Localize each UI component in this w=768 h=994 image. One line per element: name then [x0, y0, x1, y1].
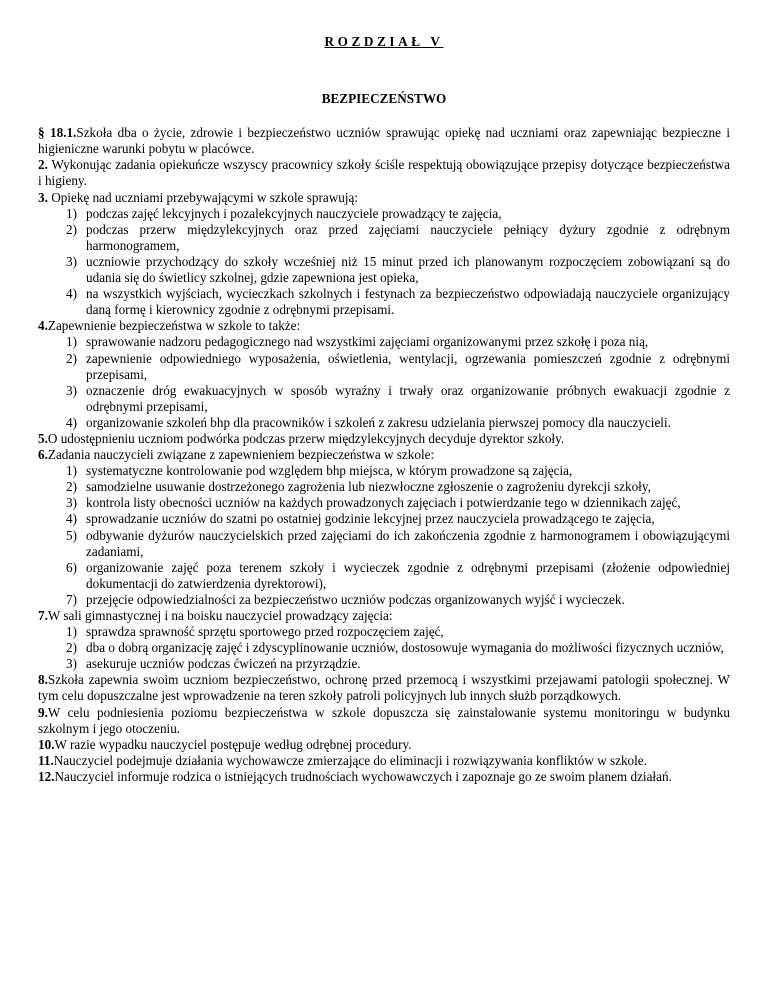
list-item: 2) zapewnienie odpowiedniego wyposażenia, oświetlenia, wentylacji, ogrzewania pomieszczeń zgodnie z odrębnymi przepisami, — [66, 350, 730, 382]
list-item: 2) podczas przerw międzylekcyjnych oraz przed zajęciami nauczyciele pełniący dyżury zgodnie z odrębnym harmonogramem, — [66, 221, 730, 253]
list-item: 1) podczas zajęć lekcyjnych i pozalekcyjnych nauczyciele prowadzący te zajęcia, — [66, 205, 502, 221]
paragraph-number: 3. — [38, 189, 48, 205]
paragraph-5: 5.O udostępnieniu uczniom podwórka podczas przerw międzylekcyjnych decyduje dyrektor szkoły. — [38, 430, 565, 446]
list-item: 1) sprawowanie nadzoru pedagogicznego nad wszystkimi zajęciami organizowanymi przez szkołę i poza nią, — [66, 334, 649, 350]
paragraph-7-list — [38, 624, 730, 672]
paragraph-number: 7. — [38, 608, 48, 623]
paragraph-4: 4.Zapewnienie bezpieczeństwa w szkole to także: — [38, 318, 301, 334]
paragraph-number: 8. — [38, 672, 48, 688]
paragraph-3: 3. Opiekę nad uczniami przebywającymi w szkole sprawują: — [38, 189, 359, 205]
paragraph-number: 9. — [38, 704, 48, 720]
list-item: 4) organizowanie szkoleń bhp dla pracowników i szkoleń z zakresu udzielania pierwszej pomocy dla nauczycieli. — [66, 414, 671, 430]
list-item: 1) systematyczne kontrolowanie pod względem bhp miejsca, w którym prowadzone są zajęcia, — [66, 463, 573, 479]
list-item: 3) kontrola listy obecności uczniów na każdych prowadzonych zajęciach i potwierdzanie tego w dziennikach zajęć, — [66, 495, 681, 511]
list-item: 2) samodzielne usuwanie dostrzeżonego zagrożenia lub niezwłoczne zgłoszenie o zagrożeniu dyrekcji szkoły, — [66, 479, 651, 495]
list-item: 1) sprawdza sprawność sprzętu sportowego przed rozpoczęciem zajęć, — [66, 624, 444, 640]
paragraph-9: 9.W celu podniesienia poziomu bezpieczeństwa w szkole dopuszcza się zainstalowanie systemu monitoringu w budynku szkolnym i jego otoczeniu. — [38, 704, 730, 736]
paragraph-10: 10.W razie wypadku nauczyciel postępuje według odrębnej procedury. — [38, 736, 412, 752]
list-item: 4) sprowadzanie uczniów do szatni po ostatniej godzinie lekcyjnej przez nauczyciela prowadzącego te zajęcia, — [66, 511, 655, 527]
chapter-heading: ROZDZIAŁ V — [324, 34, 444, 49]
paragraph-number: 5. — [38, 430, 48, 446]
paragraph-number: 2. — [38, 157, 48, 173]
list-item: 7) przejęcie odpowiedzialności za bezpieczeństwo uczniów podczas organizowanych wyjść i wycieczek. — [66, 591, 625, 607]
paragraph-7: 7.W sali gimnastycznej i na boisku nauczyciel prowadzący zajęcia: — [38, 608, 393, 623]
list-item: 3) oznaczenie dróg ewakuacyjnych w sposób wyraźny i trwały oraz organizowanie próbnych ewakuacji zgodnie z odrębnymi przepisami, — [66, 382, 730, 414]
paragraph-number: 10. — [38, 736, 55, 752]
paragraph-number: § 18.1. — [38, 125, 77, 141]
section-title: BEZPIECZEŃSTWO — [321, 91, 447, 107]
paragraph-number: 6. — [38, 447, 48, 463]
list-item: 3) asekuruje uczniów podczas ćwiczeń na przyrządzie. — [66, 656, 361, 672]
paragraph-2: 2. Wykonując zadania opiekuńcze wszyscy pracownicy szkoły ściśle respektują obowiązujące przepisy dotyczące bezpieczeństwa i higieny. — [38, 157, 730, 189]
paragraph-11: 11.Nauczyciel podejmuje działania wychowawcze zmierzające do eliminacji i rozwiązywania konfliktów w szkole. — [38, 752, 647, 768]
paragraph-4-list — [38, 334, 730, 431]
list-item: 2) dba o dobrą organizację zajęć i zdyscyplinowanie uczniów, dostosowuje wymagania do możliwości fizycznych uczniów, — [66, 640, 724, 656]
paragraph-number: 4. — [38, 318, 48, 334]
list-item: 4) na wszystkich wyjściach, wycieczkach szkolnych i festynach za bezpieczeństwo odpowiadają nauczyciele organizujący daną formę i kierownicy zgodnie z odrębnymi przepisami. — [66, 286, 730, 318]
paragraph-12: 12.Nauczyciel informuje rodzica o istniejących trudnościach wychowawczych i zapoznaje go ze swoim planem działań. — [38, 768, 672, 784]
paragraph-3-list — [38, 206, 730, 319]
paragraph-8: 8.Szkoła zapewnia swoim uczniom bezpieczeństwo, ochronę przed przemocą i wszystkimi przejawami patologii społecznej. W tym celu dopuszczalne jest wprowadzenie na teren szkoły patroli policyjnych lub innych służb porządkowych. — [38, 672, 730, 704]
paragraph-6-list — [38, 463, 730, 608]
list-item: 3) uczniowie przychodzący do szkoły wcześniej niż 15 minut przed ich planowanym rozpoczęciem zobowiązani są do udania się do świetlicy szkolnej, gdzie zapewniona jest opieka, — [66, 253, 730, 286]
paragraph-1: § 18.1.Szkoła dba o życie, zdrowie i bezpieczeństwo uczniów sprawując opiekę nad uczniami oraz zapewniając bezpieczne i higieniczne warunki pobytu w placówce. — [38, 125, 731, 157]
paragraph-number: 11. — [38, 752, 54, 768]
list-item: 5) odbywanie dyżurów nauczycielskich przed zajęciami do ich zakończenia zgodnie z harmonogramem i obowiązującymi zadaniami, — [66, 527, 730, 559]
list-item: 6) organizowanie zajęć poza terenem szkoły i wycieczek zgodnie z odrębnymi przepisami (złożenie odpowiedniej dokumentacji do zatwierdzenia dyrektorowi), — [66, 559, 730, 591]
paragraph-6: 6.Zadania nauczycieli związane z zapewnieniem bezpieczeństwa w szkole: — [38, 447, 435, 463]
paragraph-number: 12. — [38, 768, 55, 784]
